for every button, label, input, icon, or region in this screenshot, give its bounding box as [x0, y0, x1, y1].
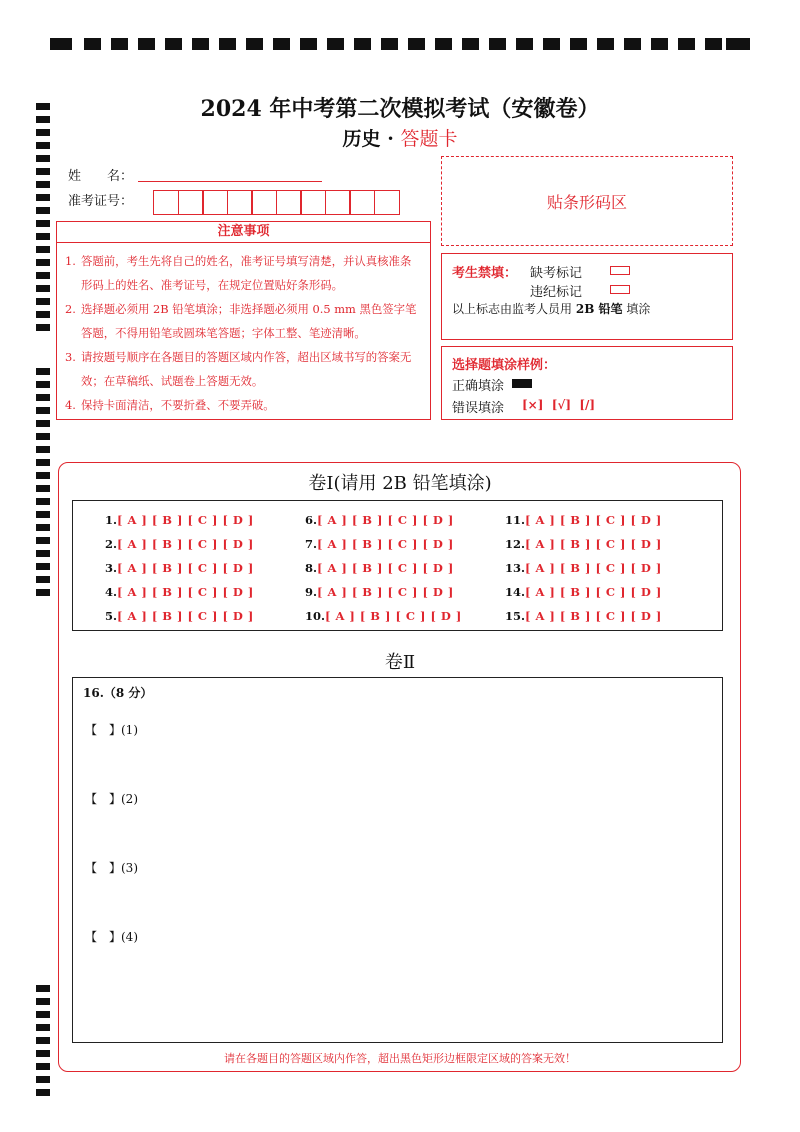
timing-mark [36, 168, 50, 175]
id-digit-box[interactable] [178, 190, 204, 215]
sample-title: 选择题填涂样例： [452, 358, 557, 373]
question-number: 13. [505, 561, 526, 575]
page-title: 2024 年中考第二次模拟考试（安徽卷） [200, 96, 600, 122]
timing-mark [36, 537, 50, 544]
timing-mark [36, 368, 50, 375]
choice-question-12[interactable] [505, 537, 662, 551]
answer-options[interactable]: [ A ] [ B ] [ C ] [ D ] [317, 585, 454, 599]
answer-options[interactable]: [ A ] [ B ] [ C ] [ D ] [325, 609, 462, 623]
notice-item-number: 1. [65, 254, 76, 268]
question-number: 2. [105, 537, 118, 551]
question-number: 7. [305, 537, 318, 551]
timing-mark [36, 1089, 50, 1096]
subquestion-3: 【 】(3) [85, 861, 138, 875]
notice-item [65, 249, 422, 297]
timing-mark [36, 155, 50, 162]
choice-question-9[interactable] [305, 585, 454, 599]
timing-mark [36, 1037, 50, 1044]
answer-options[interactable]: [ A ] [ B ] [ C ] [ D ] [117, 609, 254, 623]
answer-options[interactable]: [ A ] [ B ] [ C ] [ D ] [525, 561, 662, 575]
id-digit-box[interactable] [276, 190, 302, 215]
timing-mark [36, 259, 50, 266]
name-label: 姓 名： [68, 169, 134, 184]
answer-options[interactable]: [ A ] [ B ] [ C ] [ D ] [117, 537, 254, 551]
choice-question-5[interactable] [105, 609, 254, 623]
timing-mark [36, 194, 50, 201]
prohibit-note [452, 300, 650, 317]
choice-question-1[interactable] [105, 513, 254, 527]
timing-mark [36, 220, 50, 227]
timing-mark [36, 589, 50, 596]
id-digit-box[interactable] [349, 190, 375, 215]
timing-mark [36, 233, 50, 240]
timing-mark [36, 498, 50, 505]
id-digit-box[interactable] [300, 190, 326, 215]
timing-mark [36, 563, 50, 570]
question-number: 4. [105, 585, 118, 599]
timing-mark [36, 394, 50, 401]
question-number: 15. [505, 609, 526, 623]
timing-mark [36, 1011, 50, 1018]
notice-item-text: 保持卡面清洁，不要折叠、不要弄破。 [81, 398, 275, 412]
choice-question-14[interactable] [505, 585, 662, 599]
exam-id-boxes[interactable] [153, 190, 398, 215]
question-number: 9. [305, 585, 318, 599]
timing-mark [36, 550, 50, 557]
question-number: 3. [105, 561, 118, 575]
choice-question-3[interactable] [105, 561, 254, 575]
absent-mark-box[interactable] [610, 266, 630, 275]
answer-options[interactable]: [ A ] [ B ] [ C ] [ D ] [525, 585, 662, 599]
timing-mark [36, 298, 50, 305]
notice-item-text: 选择题必须用 2B 铅笔填涂；非选择题必须用 0.5 mm 黑色签字笔答题，不得用铅笔或圆珠笔答题；字体工整、笔迹清晰。 [81, 302, 417, 340]
title-dot: · [387, 128, 394, 150]
question-number: 12. [505, 537, 526, 551]
violation-mark-box[interactable] [610, 285, 630, 294]
prohibited-fill-box [441, 253, 733, 340]
question-number: 10. [305, 609, 326, 623]
answer-options[interactable]: [ A ] [ B ] [ C ] [ D ] [117, 561, 254, 575]
choice-question-6[interactable] [305, 513, 454, 527]
timing-mark [36, 459, 50, 466]
notice-item-number: 3. [65, 350, 76, 364]
part2-title: 卷Ⅱ [384, 652, 416, 673]
id-label: 准考证号： [68, 194, 134, 209]
timing-mark [36, 433, 50, 440]
id-digit-box[interactable] [202, 190, 228, 215]
name-field[interactable] [138, 181, 322, 182]
wrong-marks: [×] [√] [/] [522, 398, 596, 412]
question-16-label: 16.（8 分） [83, 686, 153, 700]
choice-question-15[interactable] [505, 609, 662, 623]
subquestion-2: 【 】(2) [85, 792, 138, 806]
id-digit-box[interactable] [374, 190, 400, 215]
timing-mark [36, 324, 50, 331]
subquestion-1: 【 】(1) [85, 723, 138, 737]
barcode-label: 贴条形码区 [546, 192, 627, 212]
choice-question-13[interactable] [505, 561, 662, 575]
answer-options[interactable]: [ A ] [ B ] [ C ] [ D ] [317, 537, 454, 551]
timing-mark [36, 1024, 50, 1031]
timing-mark [36, 446, 50, 453]
notice-item-text: 答题前，考生先将自己的姓名，准考证号填写清楚，并认真核准条形码上的姓名、准考证号，在规定位置贴好条形码。 [81, 254, 412, 292]
timing-marks-top [50, 38, 750, 52]
id-digit-box[interactable] [227, 190, 253, 215]
essay-answer-box[interactable] [72, 677, 723, 1043]
timing-mark [36, 576, 50, 583]
timing-mark [36, 272, 50, 279]
page-subtitle [0, 124, 800, 151]
answer-options[interactable]: [ A ] [ B ] [ C ] [ D ] [525, 513, 662, 527]
footer-warning: 请在各题目的答题区域内作答，超出黑色矩形边框限定区域的答案无效！ [224, 1052, 576, 1065]
timing-mark [36, 985, 50, 992]
filled-mark-icon [512, 379, 532, 388]
prohibit-title: 考生禁填： [452, 266, 518, 281]
notice-box [56, 221, 431, 420]
timing-mark [36, 998, 50, 1005]
timing-mark [36, 1076, 50, 1083]
answer-options[interactable]: [ A ] [ B ] [ C ] [ D ] [525, 537, 662, 551]
subject-label: 历史 [342, 128, 381, 150]
notice-title: 注意事项 [57, 222, 430, 243]
answer-options[interactable]: [ A ] [ B ] [ C ] [ D ] [317, 513, 454, 527]
choice-question-8[interactable] [305, 561, 454, 575]
question-number: 1. [105, 513, 118, 527]
timing-mark [36, 420, 50, 427]
id-digit-box[interactable] [251, 190, 277, 215]
prohibit-note-post: 填涂 [626, 302, 651, 316]
correct-label: 正确填涂 [452, 379, 505, 394]
notice-item [65, 297, 422, 345]
question-number: 6. [305, 513, 318, 527]
prohibit-note-bold: 2B 铅笔 [575, 302, 623, 316]
question-number: 8. [305, 561, 318, 575]
timing-mark [36, 511, 50, 518]
question-number: 5. [105, 609, 118, 623]
prohibit-note-pre: 以上标志由监考人员用 [452, 302, 573, 316]
id-digit-box[interactable] [325, 190, 351, 215]
choice-question-7[interactable] [305, 537, 454, 551]
choice-question-4[interactable] [105, 585, 254, 599]
choice-question-10[interactable] [305, 609, 462, 623]
choice-question-11[interactable] [505, 513, 662, 527]
notice-item [65, 345, 422, 393]
notice-item-number: 4. [65, 398, 76, 412]
id-digit-box[interactable] [153, 190, 179, 215]
timing-mark [36, 311, 50, 318]
part1-title: 卷Ⅰ(请用 2B 铅笔填涂) [308, 473, 492, 494]
wrong-label: 错误填涂 [452, 401, 505, 416]
timing-mark [36, 246, 50, 253]
timing-mark [36, 381, 50, 388]
barcode-area [441, 156, 733, 246]
absent-label: 缺考标记 [530, 266, 583, 281]
violation-label: 违纪标记 [530, 285, 583, 300]
choice-question-2[interactable] [105, 537, 254, 551]
timing-mark [36, 207, 50, 214]
notice-list [57, 243, 430, 417]
answer-card-label: 答题卡 [400, 128, 458, 150]
answer-options[interactable]: [ A ] [ B ] [ C ] [ D ] [525, 609, 662, 623]
subquestion-4: 【 】(4) [85, 930, 138, 944]
notice-item [65, 393, 422, 417]
answer-options[interactable]: [ A ] [ B ] [ C ] [ D ] [317, 561, 454, 575]
question-number: 11. [505, 513, 526, 527]
answer-options[interactable]: [ A ] [ B ] [ C ] [ D ] [117, 585, 254, 599]
question-number: 14. [505, 585, 526, 599]
answer-options[interactable]: [ A ] [ B ] [ C ] [ D ] [117, 513, 254, 527]
timing-mark [36, 181, 50, 188]
timing-mark [36, 285, 50, 292]
timing-mark [36, 524, 50, 531]
timing-mark [36, 407, 50, 414]
fill-sample-box [441, 346, 733, 420]
multiple-choice-box [72, 500, 723, 631]
notice-item-text: 请按题号顺序在各题目的答题区域内作答，超出区域书写的答案无效；在草稿纸、试题卷上答题无效。 [81, 350, 412, 388]
notice-item-number: 2. [65, 302, 76, 316]
